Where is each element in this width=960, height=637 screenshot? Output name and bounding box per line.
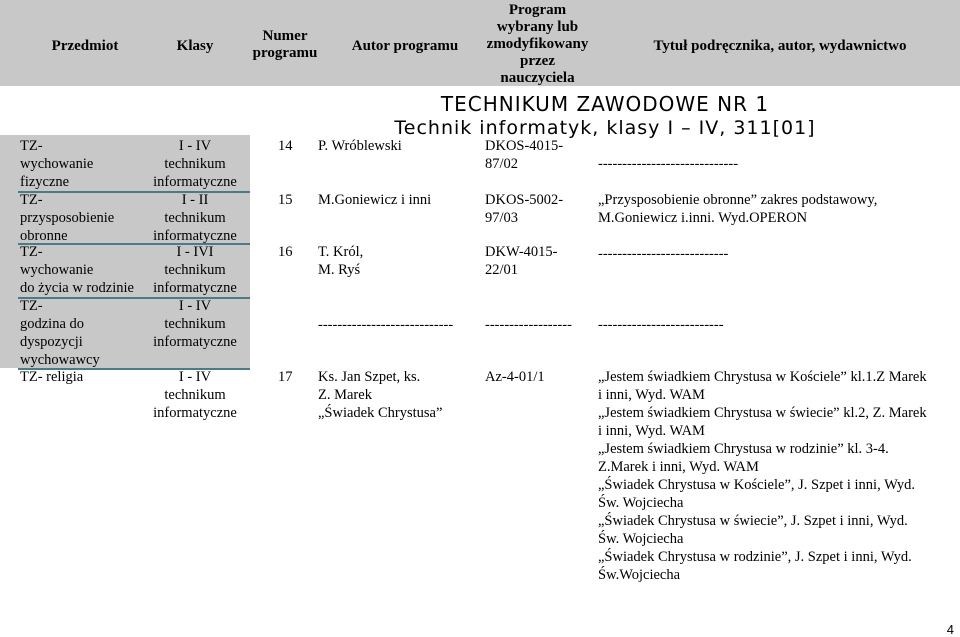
- header-program-number: Numer programu: [252, 28, 318, 61]
- subject-defense: TZ- przysposobienie obronne: [20, 192, 115, 244]
- program-author: P. Wróblewski: [318, 138, 402, 154]
- textbook-entry: „Przysposobienie obronne” zakres podstawowy, M.Goniewicz i.inni. Wyd.OPERON: [598, 192, 878, 226]
- program-number: 15: [278, 192, 293, 208]
- program-author: Ks. Jan Szpet, ks. Z. Marek „Świadek Chrystusa”: [318, 369, 443, 421]
- page-number: 4: [946, 622, 954, 637]
- program-code: DKOS-5002- 97/03: [485, 192, 564, 226]
- program-author: M.Goniewicz i inni: [318, 192, 432, 208]
- classes-family-life: I - IVI technikum informatyczne: [153, 244, 237, 296]
- subject-family-life: TZ- wychowanie do życia w rodzinie: [20, 244, 134, 296]
- school-title: [250, 92, 960, 140]
- program-number: 17: [278, 369, 293, 385]
- classes-religion: I - IV technikum informatyczne: [153, 369, 237, 421]
- textbook-entry: ---------------------------: [598, 246, 729, 262]
- classes-pe: I - IV technikum informatyczne: [153, 138, 237, 190]
- classes-homeroom: I - IV technikum informatyczne: [153, 298, 237, 350]
- textbook-entry: -----------------------------: [598, 156, 739, 172]
- program-code: DKW-4015- 22/01: [485, 244, 558, 278]
- program-number: 16: [278, 244, 293, 260]
- school-name: TECHNIKUM ZAWODOWE NR 1: [440, 92, 770, 116]
- subject-pe: TZ- wychowanie fizyczne: [20, 138, 94, 190]
- subject-religion: TZ- religia: [20, 369, 84, 385]
- header-program-author: Autor programu: [351, 38, 459, 54]
- school-profile: Technik informatyk, klasy I – IV, 311[01]: [394, 117, 816, 139]
- program-code: ------------------: [485, 317, 572, 333]
- header-subject: Przedmiot: [51, 38, 119, 54]
- program-number: 14: [278, 138, 293, 154]
- program-author: ----------------------------: [318, 317, 454, 333]
- textbook-entry: „Jestem świadkiem Chrystusa w Kościele” kl.1.Z Marek i inni, Wyd. WAM „Jestem świadkiem Chrystusa w świecie” kl.2, Z. Marek i inni, Wyd. WAM „Jestem świadkiem Chrystusa w rodzinie” kl. 3-4. Z.Marek i inni, Wyd. WAM „Świadek Chrystusa w Kościele”, J. Szpet i inni, Wyd. Św. Wojciecha „Świadek Chrystusa w świecie”, J. Szpet i inni, Wyd. Św. Wojciecha „Świadek Chrystusa w rodzinie”, J. Szpet i inni, Wyd. Św.Wojciecha: [598, 369, 927, 583]
- header-program-chosen: Program wybrany lub zmodyfikowany przez nauczyciela: [486, 2, 589, 86]
- subject-homeroom: TZ- godzina do dyspozycji wychowawcy: [20, 298, 100, 368]
- program-author: T. Król, M. Ryś: [318, 244, 364, 278]
- program-code: DKOS-4015- 87/02: [485, 138, 564, 172]
- program-code: Az-4-01/1: [485, 369, 545, 385]
- header-textbook: Tytuł podręcznika, autor, wydawnictwo: [653, 38, 907, 54]
- header-classes: Klasy: [176, 38, 214, 54]
- textbook-entry: --------------------------: [598, 317, 724, 333]
- classes-defense: I - II technikum informatyczne: [153, 192, 237, 244]
